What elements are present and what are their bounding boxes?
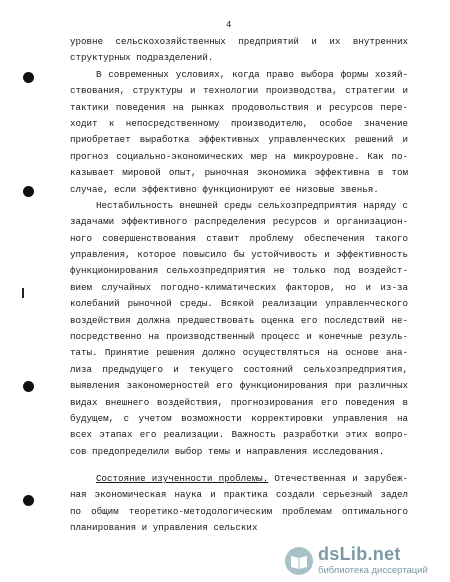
text-line: колебаний рыночной среды. Всякой реализации управленческого xyxy=(70,298,408,310)
text-line: ного совершенствования ставит проблему обеспечения такого xyxy=(70,232,408,244)
text-line: сов предопределили выбор темы и направления исследования. xyxy=(70,445,385,457)
text-line: ная экономическая наука и практика создали серьезный задел xyxy=(70,489,408,501)
text-line: случае, если эффективно функционируют ее низовые звенья. xyxy=(70,183,379,195)
text-line: ствования, структуры и технологии производства, стратегии и xyxy=(70,85,408,97)
text-line: прогноз социально-экономических мер на микроуровне. Как по- xyxy=(70,150,408,162)
text-line: приобретает выработка эффективных управленческих решений и xyxy=(70,134,408,146)
text-line: задачами эффективного распределения ресурсов и организацион- xyxy=(70,216,408,228)
watermark-brand: dsLib.net xyxy=(318,544,401,564)
text-line xyxy=(70,471,408,487)
text-line: выявления закономерностей его функционирования при различных xyxy=(70,380,408,392)
body-text xyxy=(70,34,408,460)
text-line: всех этапах его реализации. Важность разработки этих вопро- xyxy=(70,429,408,441)
punch-hole xyxy=(23,186,34,197)
book-logo-icon xyxy=(284,546,314,576)
text-line: управления, которое повысило бы устойчивость и эффективность xyxy=(70,249,408,261)
punch-hole xyxy=(23,495,34,506)
text-line: ходит к непосредственному производителю, особое значение xyxy=(70,117,408,129)
text-line: лиза предыдущего и текущего состояний сельхозпредприятия, xyxy=(70,363,408,375)
final-paragraph xyxy=(70,471,408,537)
punch-hole xyxy=(23,381,34,392)
text-line: планирования и управления сельских xyxy=(70,522,258,534)
text-line: будущем, с учетом возможности корректировки управления на xyxy=(70,412,408,424)
text-line: таты. Принятие решения должно осуществляться на основе ана- xyxy=(70,347,408,359)
margin-mark xyxy=(22,288,24,298)
text-line: воздействия должна предшествовать оценка его последствий не- xyxy=(70,314,408,326)
text-line: видах внешнего воздействия, прогнозирования его поведения в xyxy=(70,396,408,408)
text-line: функционирования сельхозпредприятия не только под воздейст- xyxy=(70,265,408,277)
text-line: Нестабильность внешней среды сельхозпредприятия наряду с xyxy=(96,199,408,211)
text-line: по общим теоретико-методологическим проблемам оптимального xyxy=(70,505,408,517)
text-line: посредственно на производственный процесс и конечные резуль- xyxy=(70,331,408,343)
text-line: В современных условиях, когда право выбора формы хозяй- xyxy=(96,68,408,80)
text-line: структурных подразделений. xyxy=(70,52,214,64)
text-line: тактики поведения на рынках продовольствия и ресурсов пере- xyxy=(70,101,408,113)
page-number: 4 xyxy=(226,20,232,30)
text-line: вием случайных погодно-климатических факторов, но и из-за xyxy=(70,281,408,293)
section-heading: Состояние изученности проблемы. xyxy=(96,473,269,484)
text-line: уровне сельскохозяйственных предприятий и их внутренних xyxy=(70,36,408,47)
watermark xyxy=(284,544,444,578)
text-line: казывает мировой опыт, рыночная экономика эффективна в том xyxy=(70,167,408,179)
watermark-tagline: библиотека диссертаций xyxy=(318,565,428,576)
punch-hole xyxy=(23,72,34,83)
heading-line-rest: Отечественная и зарубеж- xyxy=(268,473,408,484)
